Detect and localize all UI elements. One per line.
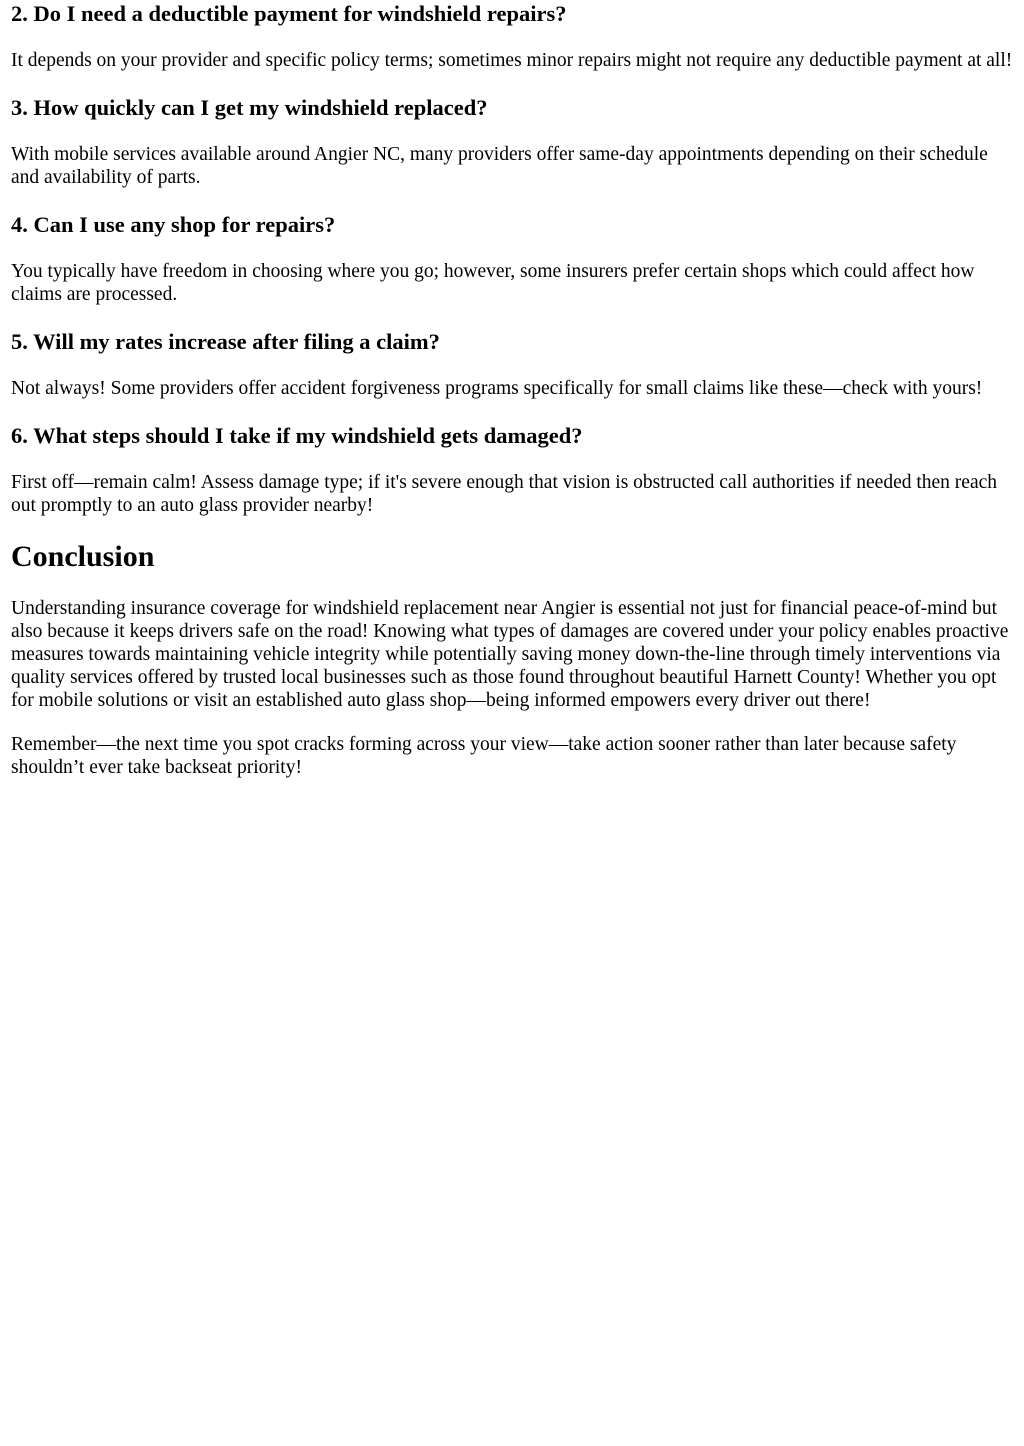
faq-answer: It depends on your provider and specific policy terms; sometimes minor repairs might not require any deductible payment at all! bbox=[11, 50, 1013, 71]
faq-answer: You typically have freedom in choosing where you go; however, some insurers prefer certain shops which could affect how claims are processed. bbox=[11, 261, 975, 305]
faq-question: 5. Will my rates increase after filing a claim? bbox=[11, 329, 440, 354]
conclusion-heading: Conclusion bbox=[11, 540, 155, 573]
faq-answer: With mobile services available around Angier NC, many providers offer same-day appointments depending on their schedule and availability of parts. bbox=[11, 144, 988, 188]
faq-question: 3. How quickly can I get my windshield replaced? bbox=[11, 95, 488, 120]
faq-item bbox=[11, 211, 1013, 306]
faq-answer: Not always! Some providers offer accident forgiveness programs specifically for small claims like these—check with yours! bbox=[11, 378, 983, 399]
conclusion-paragraph: Understanding insurance coverage for windshield replacement near Angier is essential not just for financial peace-of-mind but also because it keeps drivers safe on the road! Knowing what types of damages are covered under your policy enables proactive measures towards maintaining vehicle integrity while potentially saving money down-the-line through timely interventions via quality services offered by trusted local businesses such as those found throughout beautiful Harnett County! Whether you opt for mobile solutions or visit an established auto glass shop—being informed empowers every driver out there! bbox=[11, 598, 1009, 711]
faq-answer: First off—remain calm! Assess damage type; if it's severe enough that vision is obstructed call authorities if needed then reach out promptly to an auto glass provider nearby! bbox=[11, 472, 998, 516]
faq-question: 6. What steps should I take if my windshield gets damaged? bbox=[11, 423, 583, 448]
faq-item bbox=[11, 422, 1013, 517]
faq-item bbox=[11, 328, 1013, 400]
faq-item bbox=[11, 94, 1013, 189]
faq-item bbox=[11, 0, 1013, 72]
conclusion-paragraph: Remember—the next time you spot cracks forming across your view—take action sooner rather than later because safety shouldn’t ever take backseat priority! bbox=[11, 734, 957, 778]
faq-question: 4. Can I use any shop for repairs? bbox=[11, 212, 336, 237]
faq-question: 2. Do I need a deductible payment for windshield repairs? bbox=[11, 1, 567, 26]
